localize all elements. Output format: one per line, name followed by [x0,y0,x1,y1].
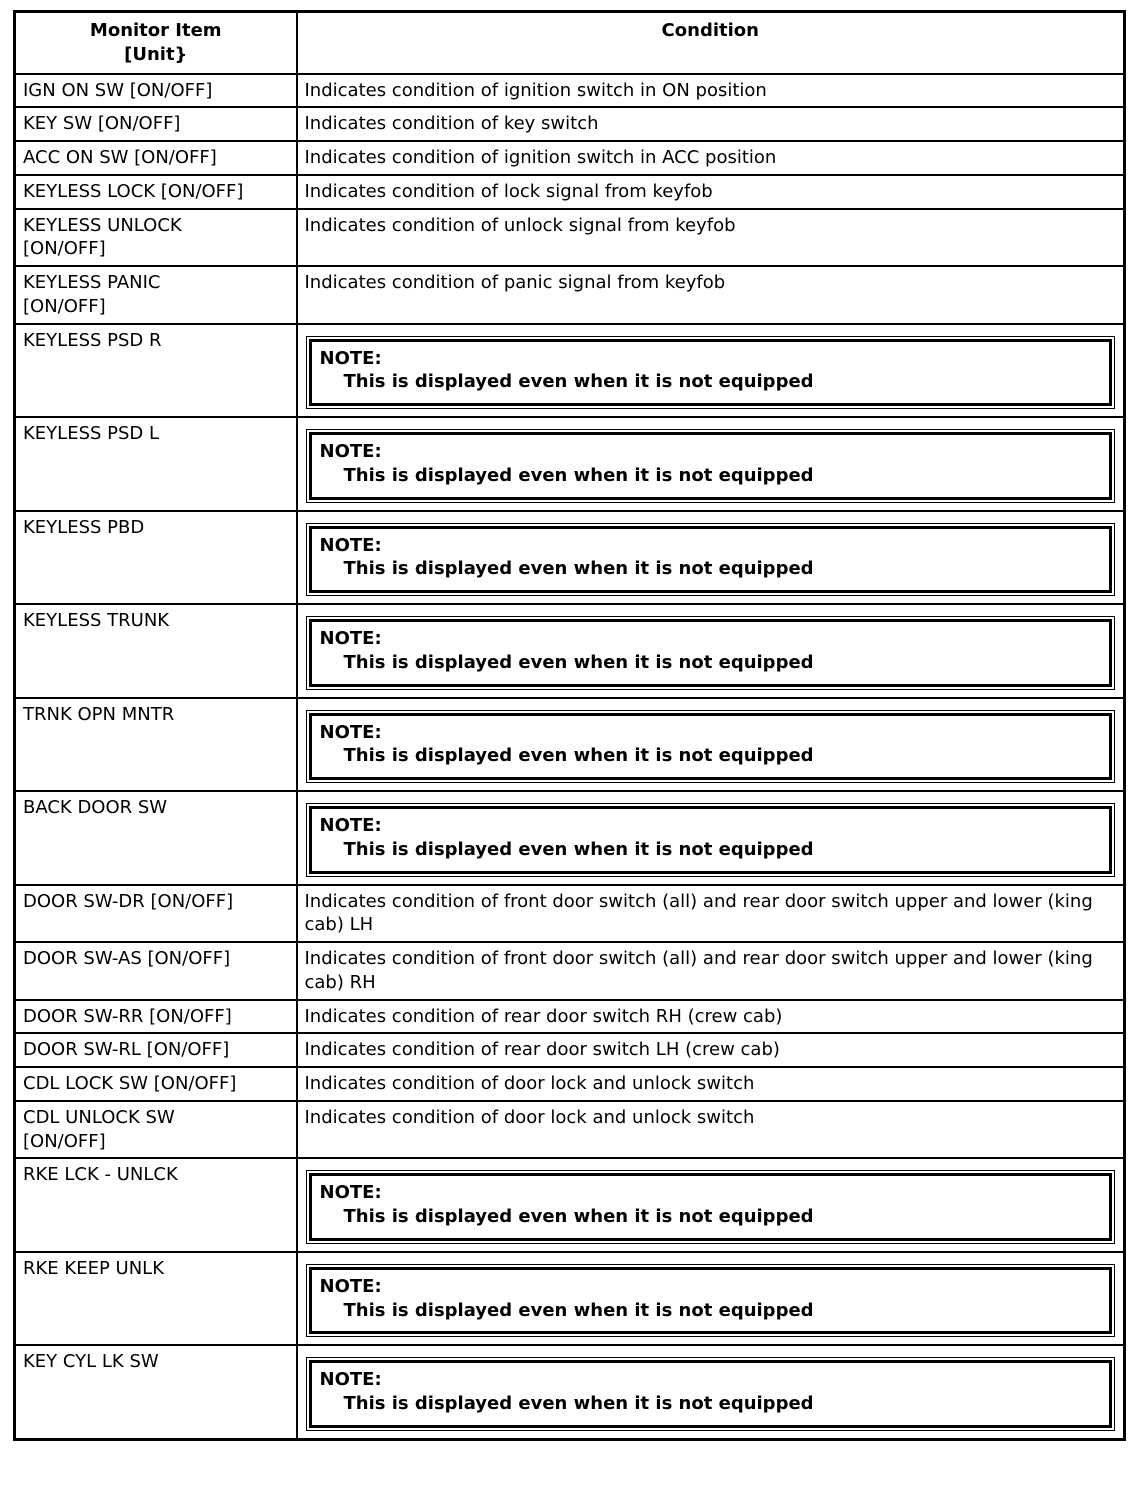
note-label: NOTE: [319,347,382,369]
table-header [15,12,1125,74]
note-text: This is displayed even when it is not equipped [343,1299,814,1321]
note-box-inner [309,1267,1113,1335]
monitor-item-cell: KEYLESS PANIC [ON/OFF] [15,266,297,324]
note-box-inner [309,339,1113,407]
monitor-item-cell: KEY CYL LK SW [15,1345,297,1439]
note-box [306,429,1116,503]
note-box [306,803,1116,877]
monitor-item-cell: BACK DOOR SW [15,791,297,885]
monitor-item-cell: KEYLESS LOCK [ON/OFF] [15,175,297,209]
note-label: NOTE: [319,815,382,836]
monitor-item-cell: CDL LOCK SW [ON/OFF] [15,1067,297,1101]
note-label: NOTE: [319,1182,382,1204]
monitor-item-cell: CDL UNLOCK SW [ON/OFF] [15,1101,297,1159]
monitor-item-cell: IGN ON SW [ON/OFF] [15,74,297,108]
monitor-item-cell: RKE LCK - UNLCK [15,1158,297,1252]
table-row [15,1000,1125,1034]
table-row [15,209,1125,267]
note-box [306,1264,1116,1338]
table-body [15,74,1125,1440]
monitor-item-cell: TRNK OPN MNTR [15,698,297,792]
condition-cell [297,604,1125,698]
note-box [306,710,1116,784]
condition-cell [297,791,1125,885]
note-box [306,336,1116,410]
monitor-items-table [13,10,1126,1441]
condition-cell: Indicates condition of rear door switch RH (crew cab) [297,1000,1125,1034]
condition-cell: Indicates condition of front door switch (all) and rear door switch upper and lower (king cab) RH [297,942,1125,1000]
header-row [15,12,1125,74]
condition-cell: Indicates condition of ignition switch in ON position [297,74,1125,108]
table-row [15,511,1125,605]
table-row [15,1101,1125,1159]
table-row [15,107,1125,141]
note-text: This is displayed even when it is not equipped [343,464,814,486]
condition-cell [297,1158,1125,1252]
condition-cell: Indicates condition of panic signal from keyfob [297,266,1125,324]
monitor-item-cell: KEYLESS TRUNK [15,604,297,698]
monitor-item-cell: KEYLESS PSD L [15,417,297,511]
table-row [15,885,1125,943]
note-text: This is displayed even when it is not equipped [343,558,814,580]
monitor-item-cell: DOOR SW-RR [ON/OFF] [15,1000,297,1034]
note-box-inner [309,526,1113,594]
table-row [15,74,1125,108]
monitor-item-cell: RKE KEEP UNLK [15,1252,297,1346]
note-box-inner [309,1173,1113,1241]
table-row [15,1252,1125,1346]
note-box-inner [309,1360,1113,1428]
table-row [15,942,1125,1000]
header-condition: Condition [297,12,1125,74]
monitor-item-cell: DOOR SW-DR [ON/OFF] [15,885,297,943]
condition-cell [297,511,1125,605]
note-box [306,1357,1116,1431]
table-row [15,1067,1125,1101]
table-row [15,1345,1125,1439]
condition-cell: Indicates condition of rear door switch LH (crew cab) [297,1033,1125,1067]
table-row [15,604,1125,698]
note-label: NOTE: [319,534,382,556]
note-label: NOTE: [319,628,382,649]
note-box-inner [309,806,1113,874]
note-text: This is displayed even when it is not equipped [343,745,814,767]
header-monitor-item: Monitor Item [Unit} [15,12,297,74]
monitor-item-cell: KEY SW [ON/OFF] [15,107,297,141]
note-box-inner [309,713,1113,781]
note-text: This is displayed even when it is not equipped [343,371,814,393]
table-row [15,324,1125,418]
condition-cell [297,417,1125,511]
monitor-item-cell: KEYLESS UNLOCK [ON/OFF] [15,209,297,267]
condition-cell [297,1252,1125,1346]
table-row [15,141,1125,175]
note-box [306,523,1116,597]
note-text: This is displayed even when it is not equipped [343,1393,814,1414]
condition-cell: Indicates condition of door lock and unlock switch [297,1067,1125,1101]
condition-cell: Indicates condition of lock signal from keyfob [297,175,1125,209]
condition-cell: Indicates condition of door lock and unlock switch [297,1101,1125,1159]
note-label: NOTE: [319,1275,382,1297]
condition-cell: Indicates condition of unlock signal from keyfob [297,209,1125,267]
note-label: NOTE: [319,1369,382,1391]
condition-cell [297,324,1125,418]
note-text: This is displayed even when it is not equipped [343,838,814,860]
table-row [15,1033,1125,1067]
condition-cell [297,1345,1125,1439]
condition-cell [297,698,1125,792]
note-label: NOTE: [319,441,382,462]
note-box [306,1170,1116,1244]
table-row [15,1158,1125,1252]
note-label: NOTE: [319,721,382,743]
condition-cell: Indicates condition of key switch [297,107,1125,141]
note-text: This is displayed even when it is not equipped [343,651,814,673]
note-box [306,616,1116,690]
monitor-item-cell: DOOR SW-AS [ON/OFF] [15,942,297,1000]
condition-cell: Indicates condition of front door switch (all) and rear door switch upper and lower (king cab) LH [297,885,1125,943]
note-text: This is displayed even when it is not equipped [343,1206,814,1227]
table-row [15,698,1125,792]
monitor-item-cell: KEYLESS PBD [15,511,297,605]
note-box-inner [309,432,1113,500]
table-row [15,791,1125,885]
condition-cell: Indicates condition of ignition switch in ACC position [297,141,1125,175]
monitor-item-cell: ACC ON SW [ON/OFF] [15,141,297,175]
table-row [15,175,1125,209]
table-row [15,417,1125,511]
table-row [15,266,1125,324]
monitor-item-cell: DOOR SW-RL [ON/OFF] [15,1033,297,1067]
note-box-inner [309,619,1113,687]
monitor-item-cell: KEYLESS PSD R [15,324,297,418]
